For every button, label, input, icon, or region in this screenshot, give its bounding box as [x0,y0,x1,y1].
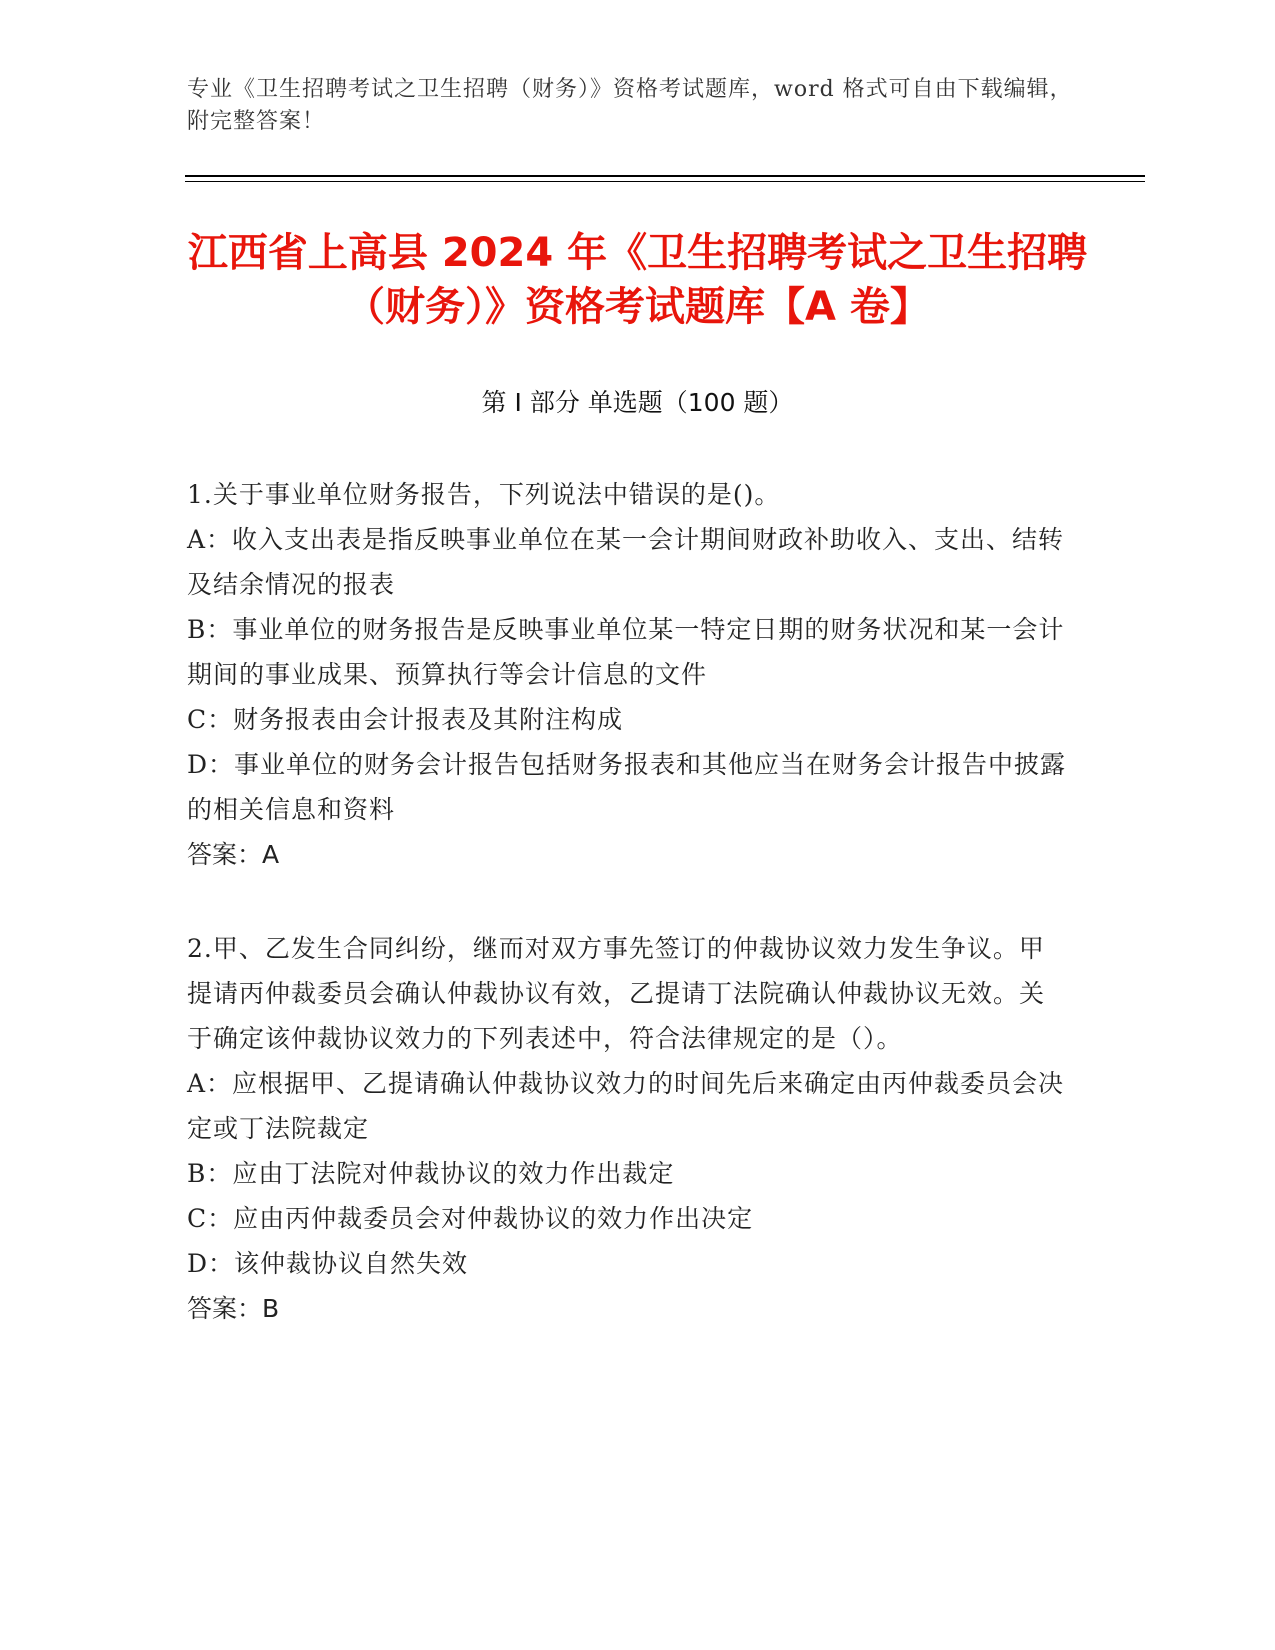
answer: 答案：B [187,1294,280,1323]
option-c: C：财务报表由会计报表及其附注构成 [187,705,624,734]
question-stem: 2.甲、乙发生合同纠纷，继而对双方事先签订的仲裁协议效力发生争议。甲提请丙仲裁委员会确认仲裁协议有效，乙提请丁法院确认仲裁协议无效。关于确定该仲裁协议效力的下列表述中，符合法律规定的是（）。 [187,934,1046,1053]
question-stem: 1.关于事业单位财务报告，下列说法中错误的是()。 [187,480,781,509]
answer: 答案：A [187,840,280,869]
option-a: A：应根据甲、乙提请确认仲裁协议效力的时间先后来确定由丙仲裁委员会决定或丁法院裁定 [187,1069,1065,1143]
question-2 [187,926,1067,1331]
section-heading: 第 I 部分 单选题（100 题） [481,388,794,417]
option-c: C：应由丙仲裁委员会对仲裁协议的效力作出决定 [187,1204,754,1233]
header-divider-thin [185,181,1145,182]
option-b: B：事业单位的财务报告是反映事业单位某一特定日期的财务状况和某一会计期间的事业成果、预算执行等会计信息的文件 [187,615,1065,689]
option-d: D：事业单位的财务会计报告包括财务报表和其他应当在财务会计报告中披露的相关信息和资料 [187,750,1067,824]
header-note: 专业《卫生招聘考试之卫生招聘（财务）》资格考试题库，word 格式可自由下载编辑，附完整答案！ [187,77,1073,134]
option-a: A：收入支出表是指反映事业单位在某一会计期间财政补助收入、支出、结转及结余情况的报表 [187,525,1065,599]
option-b: B：应由丁法院对仲裁协议的效力作出裁定 [187,1159,675,1188]
header-divider-thick [185,175,1145,177]
option-d: D：该仲裁协议自然失效 [187,1249,469,1278]
document-title: 江西省上高县 2024 年《卫生招聘考试之卫生招聘（财务）》资格考试题库【A 卷】 [187,230,1088,330]
question-1 [187,472,1067,877]
